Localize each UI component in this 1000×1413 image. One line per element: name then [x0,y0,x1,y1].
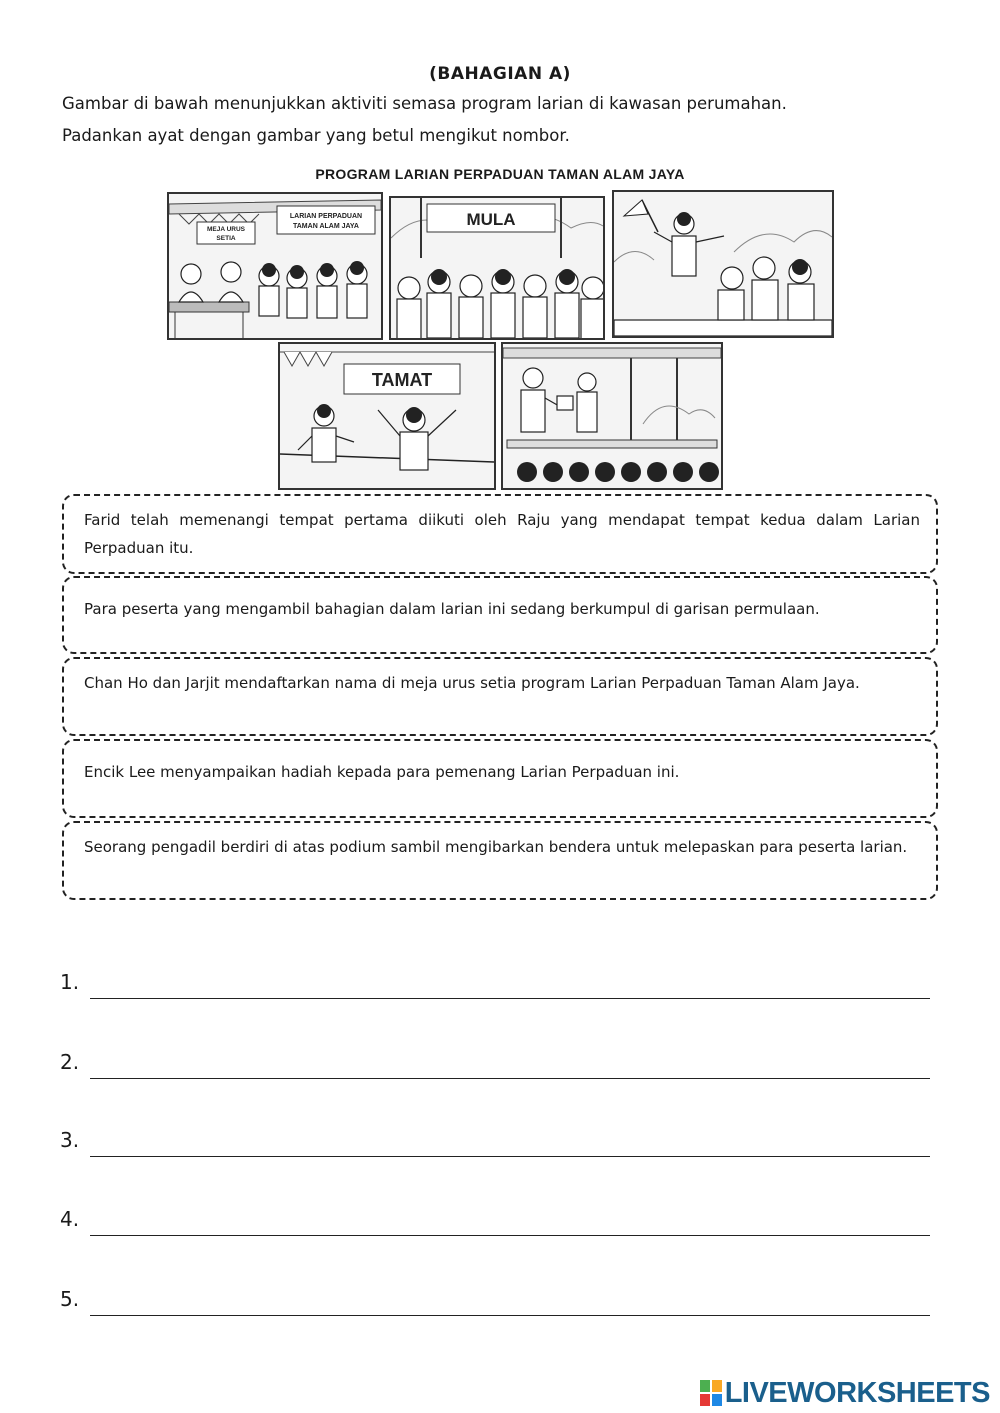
answer-row-2[interactable] [60,1050,930,1080]
comic-panel-finish [278,342,496,490]
registration-sign-line1: MEJA URUS [206,226,246,233]
section-heading: (BAHAGIAN A) [429,64,571,84]
answer-line-2[interactable] [90,1078,930,1079]
sentence-box-3: Chan Ho dan Jarjit mendaftarkan nama di meja urus setia program Larian Perpaduan Taman Alam Jaya. [62,657,938,736]
answer-number-5: 5. [60,1287,80,1311]
comic-panel-prize [501,342,723,490]
finish-banner-text: TAMAT [371,370,433,390]
answer-number-1: 1. [60,970,80,994]
instruction-line-1: Gambar di bawah menunjukkan aktiviti semasa program larian di kawasan perumahan. [62,94,787,113]
run-banner-line1: LARIAN PERPADUAN [289,213,363,220]
logo-text: LIVEWORKSHEETS [724,1376,990,1409]
run-banner-line2: TAMAN ALAM JAYA [293,223,359,230]
comic-title: PROGRAM LARIAN PERPADUAN TAMAN ALAM JAYA [315,166,685,182]
answer-row-4[interactable] [60,1207,930,1237]
answer-row-3[interactable] [60,1128,930,1158]
registration-scene [169,194,381,338]
comic-panel-start [389,196,605,340]
sentence-box-1: Farid telah memenangi tempat pertama diikuti oleh Raju yang mendapat tempat kedua dalam Larian Perpaduan itu. [62,494,938,574]
liveworksheets-logo [700,1378,990,1408]
start-line-scene [391,198,603,338]
finish-line-scene [280,344,494,488]
referee-scene [614,192,832,336]
answer-row-1[interactable] [60,970,930,1000]
sentence-box-4: Encik Lee menyampaikan hadiah kepada para pemenang Larian Perpaduan ini. [62,739,938,818]
comic-panel-registration [167,192,383,340]
answer-line-4[interactable] [90,1235,930,1236]
registration-sign-line2: SETIA [216,235,236,242]
answer-row-5[interactable] [60,1287,930,1317]
prize-ceremony-scene [503,344,721,488]
answer-line-3[interactable] [90,1156,930,1157]
answer-number-2: 2. [60,1050,80,1074]
start-banner-text: MULA [466,210,516,229]
answer-number-3: 3. [60,1128,80,1152]
comic-panel-referee [612,190,834,338]
sentence-box-5: Seorang pengadil berdiri di atas podium sambil mengibarkan bendera untuk melepaskan para peserta larian. [62,821,938,900]
liveworksheets-mark-icon [700,1380,722,1406]
instruction-line-2: Padankan ayat dengan gambar yang betul mengikut nombor. [62,126,570,145]
sentence-box-2: Para peserta yang mengambil bahagian dalam larian ini sedang berkumpul di garisan permulaan. [62,576,938,654]
answer-line-5[interactable] [90,1315,930,1316]
answer-number-4: 4. [60,1207,80,1231]
answer-line-1[interactable] [90,998,930,999]
